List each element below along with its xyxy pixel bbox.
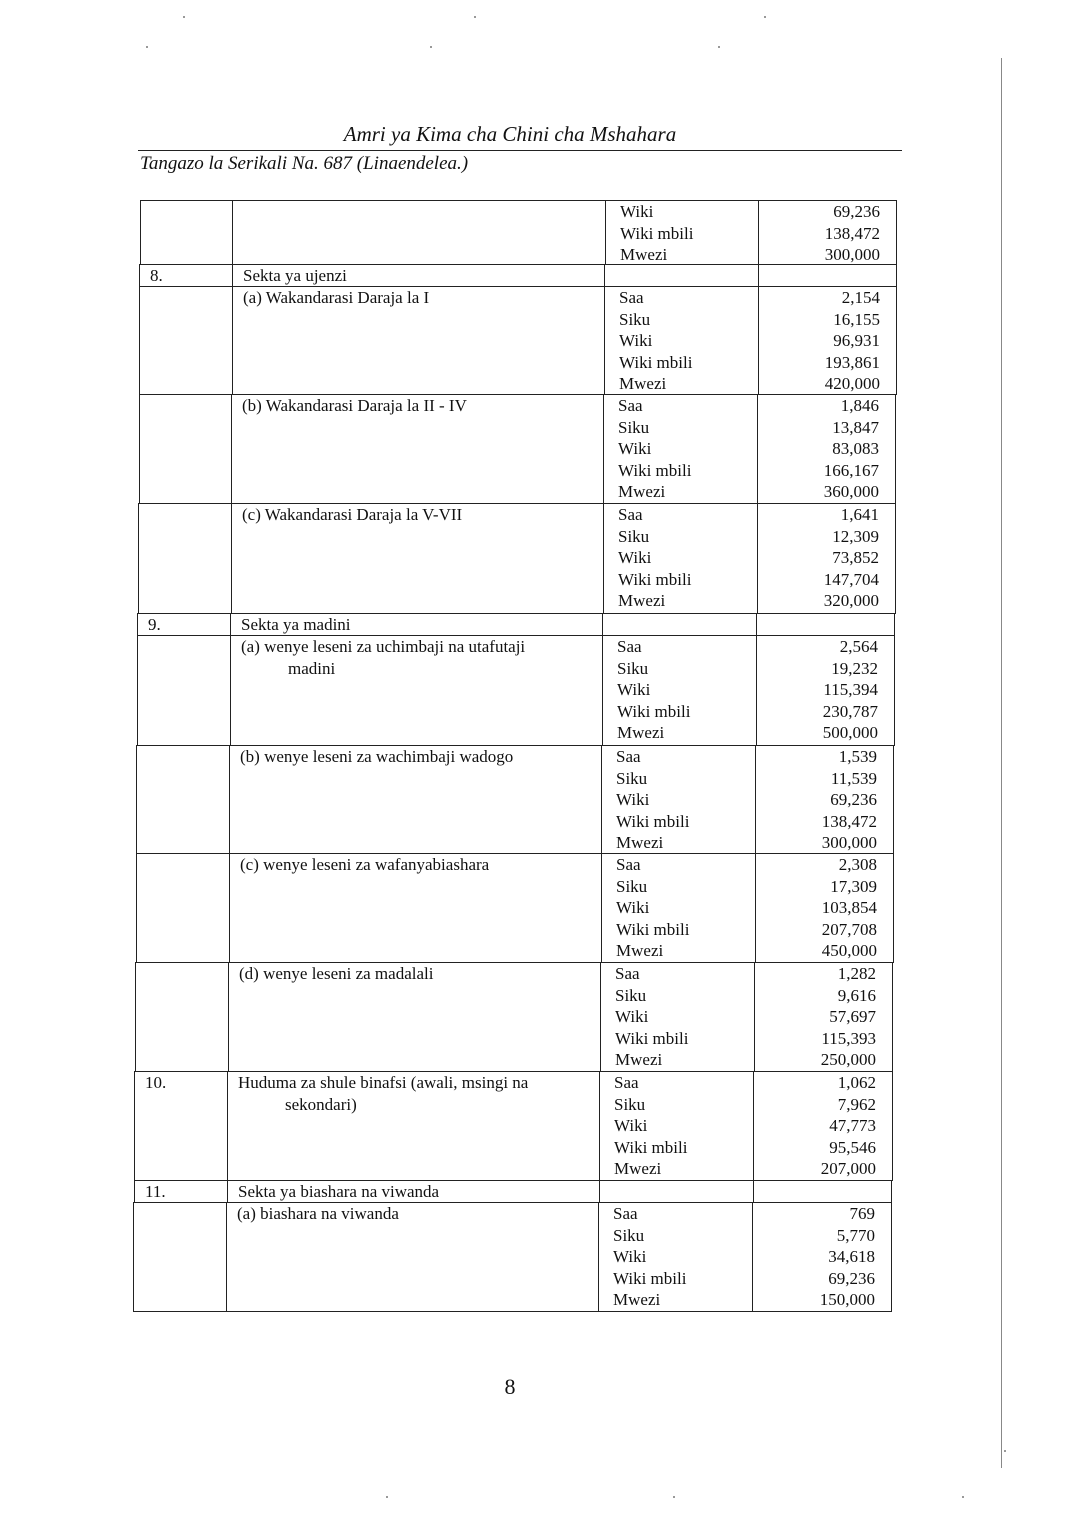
scan-speck [1004, 1450, 1006, 1452]
pay-period-label: Siku [619, 309, 651, 329]
sector-number: 10. [145, 1073, 167, 1092]
document-title: Amri ya Kima cha Chini cha Mshahara [343, 122, 677, 146]
pay-period-label: Siku [616, 876, 648, 896]
wage-value-cell [754, 963, 893, 1072]
table-row [137, 635, 895, 746]
wage-amount: 9,616 [837, 985, 876, 1005]
wage-amount: 2,564 [839, 637, 878, 656]
pay-period-label: Mwezi [615, 1050, 663, 1070]
wage-amount: 769 [849, 1204, 875, 1223]
pay-period-label: Wiki [614, 1116, 648, 1136]
description-text: Huduma za shule binafsi (awali, msingi na [238, 1073, 529, 1092]
wage-amount: 2,154 [841, 288, 880, 307]
scan-speck [386, 1496, 388, 1498]
wage-amount: 207,708 [821, 919, 877, 939]
description-text: (b) Wakandarasi Daraja la II - IV [242, 396, 467, 415]
pay-period-label: Wiki mbili [615, 1028, 689, 1048]
pay-period-cell [599, 1181, 753, 1203]
pay-period-cell [603, 504, 757, 614]
wage-amount: 115,393 [821, 1028, 876, 1048]
pay-period-label: Saa [615, 964, 640, 983]
pay-period-label: Mwezi [613, 1290, 661, 1310]
pay-period-label: Mwezi [618, 591, 666, 611]
wage-amount: 57,697 [829, 1007, 876, 1027]
table-row [138, 503, 896, 614]
wage-value-cell [752, 1203, 892, 1311]
pay-period-label: Wiki mbili [618, 569, 692, 589]
pay-period-label: Wiki mbili [613, 1268, 687, 1288]
wage-value-cell [753, 1181, 892, 1203]
description-cell [230, 614, 602, 636]
pay-period-cell [604, 287, 758, 395]
sector-number-cell [139, 265, 232, 287]
pay-period-label: Wiki [613, 1247, 647, 1267]
sector-number: 11. [145, 1182, 166, 1201]
wage-amount: 1,282 [837, 964, 876, 983]
wage-amount: 230,787 [822, 701, 878, 721]
pay-period-label: Mwezi [617, 723, 665, 743]
wage-value-cell [753, 1072, 893, 1181]
description-text: (c) Wakandarasi Daraja la V-VII [242, 505, 463, 524]
wage-amount: 69,236 [830, 790, 877, 810]
wage-amount: 500,000 [822, 723, 878, 743]
sector-number-cell [136, 746, 229, 854]
pay-period-cell [601, 746, 755, 854]
table-row [133, 1202, 892, 1312]
sector-number: 8. [150, 266, 163, 285]
sector-number-cell [138, 504, 231, 614]
scan-speck [673, 1496, 675, 1498]
wage-amount: 115,394 [823, 680, 878, 700]
scan-speck [474, 16, 476, 18]
pay-period-label: Saa [613, 1204, 638, 1223]
header-rule [138, 150, 902, 151]
pay-period-label: Siku [618, 417, 650, 437]
pay-period-label: Wiki [616, 898, 650, 918]
wage-amount: 1,641 [840, 505, 879, 524]
pay-period-cell [604, 265, 758, 287]
wage-amount: 5,770 [836, 1225, 875, 1245]
pay-period-label: Siku [618, 526, 650, 546]
table-row [139, 394, 896, 504]
description-cell [227, 1181, 599, 1203]
pay-period-cell [599, 1072, 753, 1181]
description-text: (a) biashara na viwanda [237, 1204, 399, 1223]
pay-period-label: Siku [613, 1225, 645, 1245]
wage-amount: 450,000 [821, 941, 877, 961]
pay-period-label: Wiki mbili [618, 460, 692, 480]
table-row [136, 853, 894, 963]
wage-amount: 19,232 [831, 658, 878, 678]
wage-amount: 150,000 [819, 1290, 875, 1310]
wage-amount: 96,931 [833, 331, 880, 351]
table-row [134, 1071, 893, 1181]
scan-speck [962, 1496, 964, 1498]
sector-number-cell [140, 201, 232, 265]
wage-amount: 69,236 [833, 202, 880, 221]
wage-amount: 360,000 [823, 482, 879, 502]
wage-amount: 12,309 [832, 526, 879, 546]
description-cell [226, 1203, 598, 1311]
wage-amount: 193,861 [824, 352, 880, 372]
sector-number-cell [134, 1181, 227, 1203]
pay-period-label: Siku [614, 1094, 646, 1114]
pay-period-label: Wiki [618, 439, 652, 459]
description-text: (a) wenye leseni za uchimbaji na utafutaji [241, 637, 526, 656]
pay-period-label: Saa [616, 747, 641, 766]
sector-number-cell [136, 854, 229, 963]
wage-amount: 103,854 [821, 898, 877, 918]
pay-period-label: Wiki [620, 202, 654, 221]
pay-period-label: Saa [616, 855, 641, 874]
description-text: Sekta ya ujenzi [243, 266, 347, 285]
pay-period-label: Mwezi [614, 1159, 662, 1179]
wage-amount: 7,962 [837, 1094, 876, 1114]
wage-amount: 420,000 [824, 374, 880, 394]
wage-value-cell [756, 636, 895, 746]
document-subtitle: Tangazo la Serikali Na. 687 (Linaendelea.) [140, 153, 469, 174]
pay-period-label: Mwezi [620, 245, 668, 265]
wage-amount: 17,309 [830, 876, 877, 896]
pay-period-label: Wiki mbili [620, 223, 694, 243]
wage-amount: 69,236 [828, 1268, 875, 1288]
pay-period-label: Wiki [615, 1007, 649, 1027]
description-cell [230, 636, 602, 746]
description-text: Sekta ya madini [241, 615, 351, 634]
wage-amount: 1,846 [840, 396, 879, 415]
pay-period-cell [605, 201, 758, 265]
pay-period-label: Saa [618, 505, 643, 524]
pay-period-label: Mwezi [619, 374, 667, 394]
description-text: (b) wenye leseni za wachimbaji wadogo [240, 747, 514, 766]
table-row [140, 200, 897, 265]
pay-period-label: Wiki mbili [616, 919, 690, 939]
sector-number-cell [137, 636, 230, 746]
wage-amount: 207,000 [820, 1159, 876, 1179]
wage-amount: 166,167 [823, 460, 879, 480]
pay-period-label: Wiki [616, 790, 650, 810]
pay-period-cell [598, 1203, 752, 1311]
scan-speck [146, 46, 148, 48]
wage-amount: 16,155 [833, 309, 880, 329]
description-cell [231, 395, 603, 504]
wage-amount: 2,308 [838, 855, 877, 874]
pay-period-cell [602, 636, 756, 746]
pay-period-label: Saa [617, 637, 642, 656]
description-text: (d) wenye leseni za madalali [239, 964, 434, 983]
wage-amount: 11,539 [830, 768, 877, 788]
description-cell [232, 287, 604, 395]
pay-period-label: Saa [619, 288, 644, 307]
description-text: Sekta ya biashara na viwanda [238, 1182, 440, 1201]
table-row [139, 286, 897, 395]
description-text: (a) Wakandarasi Daraja la I [243, 288, 430, 307]
pay-period-label: Saa [614, 1073, 639, 1092]
wage-amount: 250,000 [820, 1050, 876, 1070]
wage-value-cell [758, 201, 897, 265]
description-text: madini [288, 658, 336, 678]
pay-period-label: Wiki mbili [619, 352, 693, 372]
pay-period-cell [602, 614, 756, 636]
table-row [135, 962, 893, 1072]
sector-number-cell [135, 963, 228, 1072]
pay-period-label: Mwezi [618, 482, 666, 502]
scan-edge-line [1001, 58, 1002, 1468]
wage-amount: 300,000 [824, 245, 880, 265]
description-cell [232, 265, 604, 287]
description-cell [229, 854, 601, 963]
wage-amount: 138,472 [821, 811, 877, 831]
wage-value-cell [755, 854, 894, 963]
table-row [134, 1180, 892, 1203]
table-row [137, 613, 895, 636]
sector-number-cell [134, 1072, 227, 1181]
pay-period-label: Mwezi [616, 833, 664, 853]
wage-amount: 47,773 [829, 1116, 876, 1136]
description-text: sekondari) [285, 1094, 357, 1114]
wage-amount: 13,847 [832, 417, 879, 437]
pay-period-label: Wiki mbili [614, 1137, 688, 1157]
pay-period-label: Wiki mbili [616, 811, 690, 831]
wage-amount: 147,704 [823, 569, 879, 589]
wage-value-cell [757, 395, 896, 504]
pay-period-label: Wiki mbili [617, 701, 691, 721]
description-cell [228, 963, 600, 1072]
description-cell [231, 504, 603, 614]
wage-amount: 34,618 [828, 1247, 875, 1267]
sector-number-cell [139, 287, 232, 395]
wage-amount: 83,083 [832, 439, 879, 459]
wage-amount: 95,546 [829, 1137, 876, 1157]
description-text: (c) wenye leseni za wafanyabiashara [240, 855, 490, 874]
pay-period-label: Wiki [619, 331, 653, 351]
sector-number-cell [139, 395, 231, 504]
pay-period-label: Wiki [617, 680, 651, 700]
wage-value-cell [757, 504, 896, 614]
sector-number-cell [133, 1203, 226, 1311]
description-cell [232, 201, 605, 265]
pay-period-cell [603, 395, 757, 504]
wage-amount: 73,852 [832, 548, 879, 568]
wage-amount: 320,000 [823, 591, 879, 611]
pay-period-cell [600, 963, 754, 1072]
table-row [136, 745, 894, 854]
pay-period-label: Wiki [618, 548, 652, 568]
pay-period-label: Mwezi [616, 941, 664, 961]
wage-amount: 1,062 [837, 1073, 876, 1092]
description-cell [227, 1072, 599, 1181]
wage-amount: 1,539 [838, 747, 877, 766]
wage-value-cell [755, 746, 894, 854]
page-number: 8 [504, 1374, 516, 1399]
pay-period-cell [601, 854, 755, 963]
pay-period-label: Saa [618, 396, 643, 415]
sector-number-cell [137, 614, 230, 636]
scan-speck [718, 46, 720, 48]
pay-period-label: Siku [616, 768, 648, 788]
wage-value-cell [756, 614, 895, 636]
sector-number: 9. [148, 615, 161, 634]
wage-amount: 300,000 [821, 833, 877, 853]
pay-period-label: Siku [617, 658, 649, 678]
scan-speck [764, 16, 766, 18]
pay-period-label: Siku [615, 985, 647, 1005]
scan-speck [430, 46, 432, 48]
scan-speck [183, 16, 185, 18]
wage-amount: 138,472 [824, 223, 880, 243]
table-row [139, 264, 897, 287]
wage-value-cell [758, 265, 897, 287]
description-cell [229, 746, 601, 854]
wage-value-cell [758, 287, 897, 395]
